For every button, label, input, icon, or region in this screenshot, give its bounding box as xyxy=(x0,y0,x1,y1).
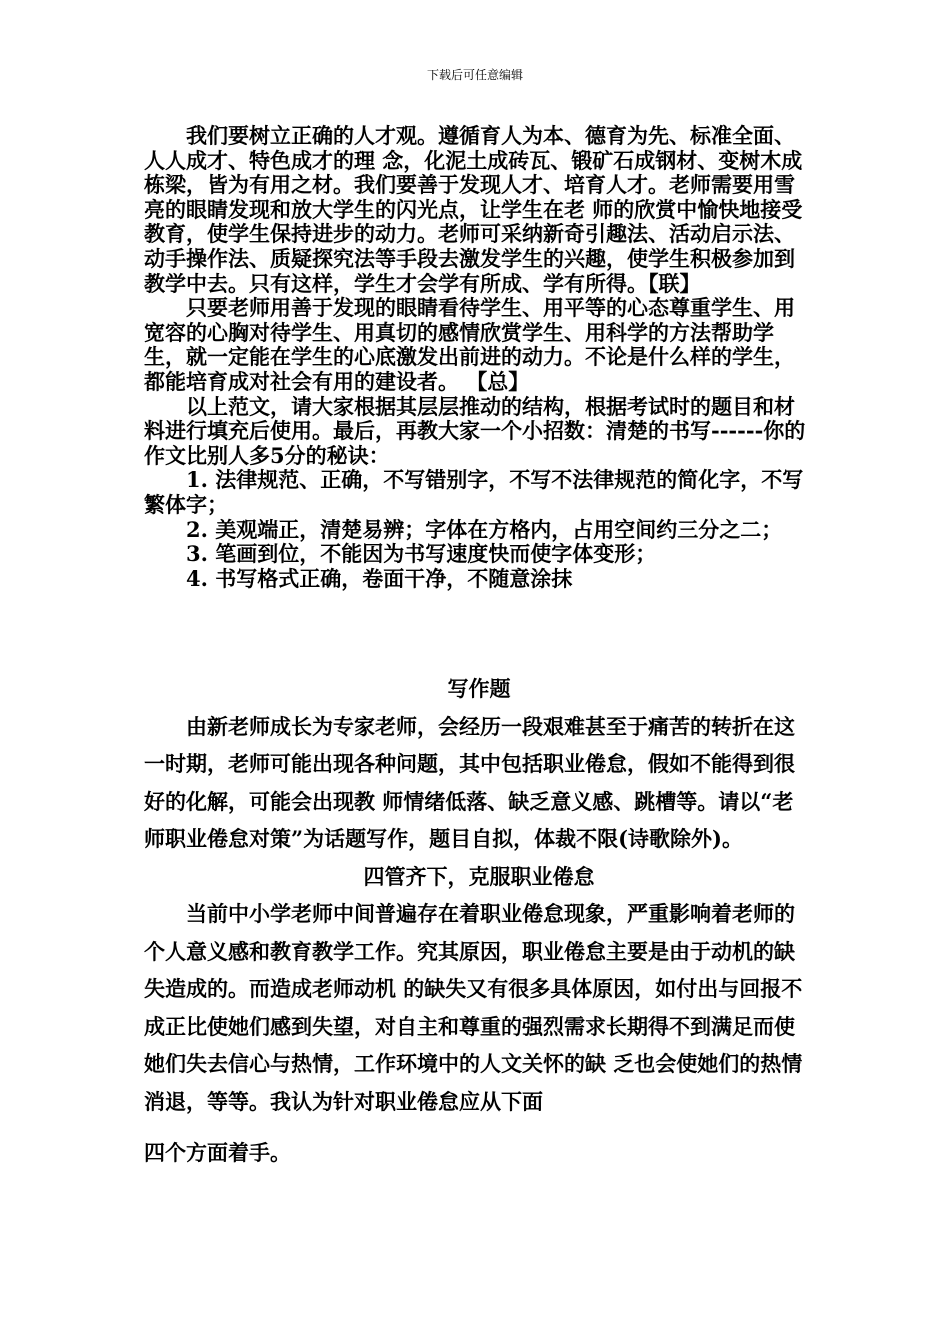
paragraph-teacher-attitude: 只要老师用善于发现的眼睛看待学生、用平等的心态尊重学生、用宽容的心胸对待学生、用真切的感情欣赏学生、用科学的方法帮助学生，就一定能在学生的心底激发出前进的动力。不论是什么样的学生，都能培育成对社会有用的建设者。 【总】 xyxy=(144,295,795,394)
essay-section-1 xyxy=(144,124,814,591)
essay-section-2 xyxy=(144,670,814,1172)
essay-paragraph-1-end: 四个方面着手。 xyxy=(144,1140,291,1165)
essay-paragraph-1: 当前中小学老师中间普遍存在着职业倦怠现象，严重影响着老师的个人意义感和教育教学工作。究其原因，职业倦怠主要是由于动机的缺失造成的。而造成老师动机 的缺失又有很多具体原因，如付出与回报不成正比使她们感到失望，对自主和尊重的强烈需求长期得不到满足而使她们失去信心与热情，工作环境中的人文关怀的缺 乏也会使她们的热情消退，等等。我认为针对职业倦怠应从下面 xyxy=(144,901,803,1114)
page-header: 下载后可任意编辑 xyxy=(426,68,523,82)
paragraph-talent-view: 我们要树立正确的人才观。遵循育人为本、德育为先、标准全面、人人成才、特色成才的理 念，化泥土成砖瓦、锻矿石成钢材、变树木成栋梁，皆为有用之材。我们要善于发现人才、培育人才。老师需要用雪亮的眼睛发现和放大学生的闪光点，让学生在老 师的欣赏中愉快地接受教育，使学生保持进步的动力。老师可采纳新奇引趣法、活动启示法、动手操作法、质疑探究法等手段去激发学生的兴趣，使学生积极参加到 教学中去。只有这样，学生才会学有所成、学有所得。【联】 xyxy=(144,123,803,296)
writing-question-heading: 写作题 xyxy=(447,676,511,701)
writing-tip-item-3: 3. 笔画到位，不能因为书写速度快而使字体变形； xyxy=(186,541,657,567)
paragraph-writing-tips-intro: 以上范文，请大家根据其层层推动的结构，根据考试时的题目和材料进行填充后使用。最后，再教大家一个小招数：清楚的书写------你的作文比别人多5分的秘诀： xyxy=(144,393,806,468)
writing-tip-item-2: 2. 美观端正，清楚易辨；字体在方格内，占用空间约三分之二； xyxy=(186,516,783,542)
writing-tip-item-1: 1. 法律规范、正确，不写错别字，不写不法律规范的简化字，不写繁体字； xyxy=(144,467,804,517)
writing-tip-item-4: 4. 书写格式正确，卷面干净，不随意涂抹 xyxy=(186,565,573,591)
writing-question-prompt: 由新老师成长为专家老师，会经历一段艰难甚至于痛苦的转折在这一时期，老师可能出现各种问题，其中包括职业倦怠，假如不能得到很好的化解，可能会出现教 师情绪低落、缺乏意义感、跳槽等。请以“老师职业倦怠对策”为话题写作，题目自拟，体裁不限(诗歌除外)。 xyxy=(144,713,795,851)
essay-title: 四管齐下，克服职业倦怠 xyxy=(363,863,595,889)
